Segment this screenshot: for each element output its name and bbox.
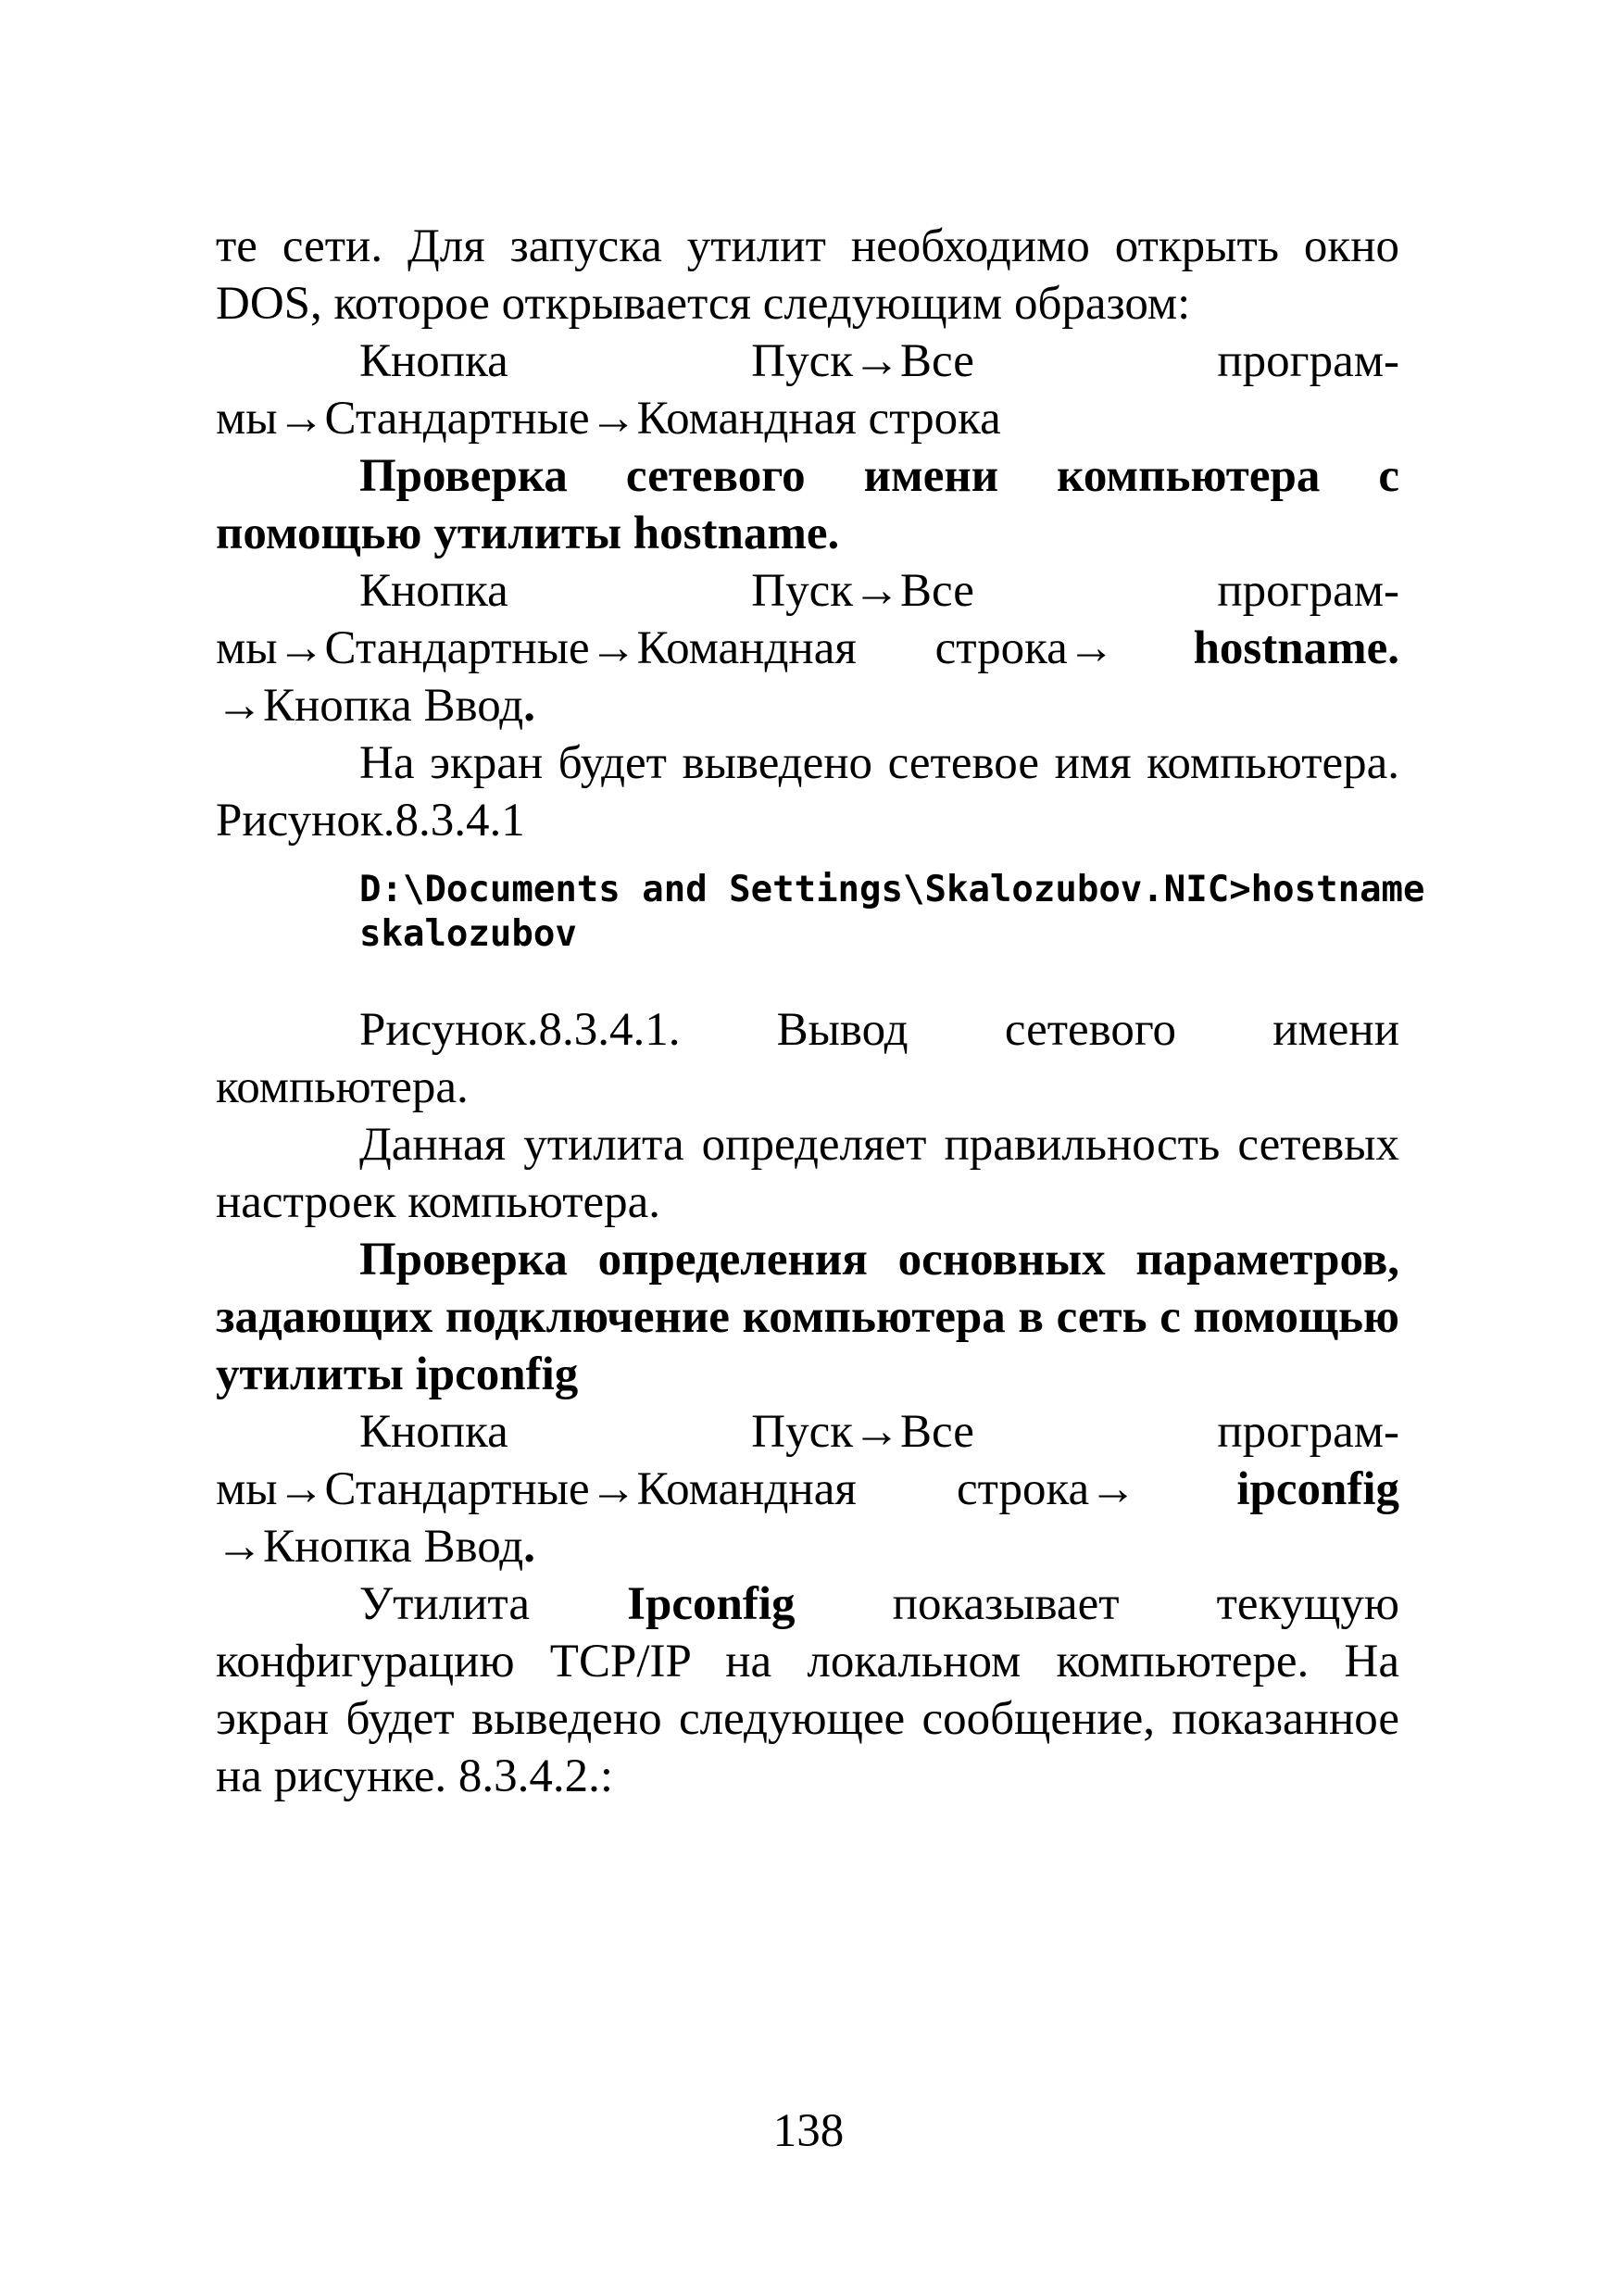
menu-path-text: мы→Стандартные→Командная строка→ xyxy=(216,1463,1237,1515)
menu-path-period: . xyxy=(523,1521,535,1573)
paragraph-text: Утилита xyxy=(359,1578,628,1630)
menu-path-line: Кнопка Пуск→Все програм- xyxy=(359,335,1399,387)
menu-path-line: Кнопка Пуск→Все програм- xyxy=(359,1406,1399,1458)
command-name: ipconfig xyxy=(1236,1463,1399,1515)
paragraph-intro: те сети. Для запуска утилит необходимо открыть окно DOS, которое открывается следующим образом: xyxy=(216,220,1399,330)
menu-path-line: Кнопка Пуск→Все програм- xyxy=(359,565,1399,617)
menu-path-line xyxy=(216,677,1399,734)
menu-path-text: →Кнопка Ввод xyxy=(216,680,524,732)
page-body xyxy=(216,218,1425,1805)
figure-caption: Рисунок.8.3.4.1. Вывод сетевого имени компьютера. xyxy=(216,1004,1399,1113)
section-heading-ipconfig: Проверка определения основных параметров, задающих подключение компьютера в сеть с помощью утилиты ipconfig xyxy=(216,1234,1399,1400)
menu-path-line xyxy=(216,1518,1399,1575)
paragraph-hostname-output: На экран будет выведено сетевое имя компьютера. Рисунок.8.3.4.1 xyxy=(216,737,1399,847)
menu-path-period: . xyxy=(523,680,535,732)
page-number: 138 xyxy=(772,2105,845,2157)
menu-path-line xyxy=(216,620,1399,677)
console-line: D:\Documents and Settings\Skalozubov.NIC>hostname xyxy=(359,869,1425,910)
menu-path-line xyxy=(216,1461,1399,1518)
command-name: hostname. xyxy=(1193,622,1399,674)
menu-path-text: →Кнопка Ввод xyxy=(216,1521,524,1573)
paragraph-text: показывает текущую конфигурацию TCP/IP на локальном компьютере. На экран будет выведено следующее сообщение, показанное на рисунке. 8.3.4.2.: xyxy=(216,1578,1399,1802)
menu-path-text: мы→Стандартные→Командная строка→ xyxy=(216,622,1194,674)
menu-path-line: мы→Стандартные→Командная строка xyxy=(216,393,1001,445)
console-output xyxy=(359,868,1425,957)
paragraph-ipconfig-description xyxy=(216,1575,1399,1805)
section-heading-hostname: Проверка сетевого имени компьютера с помощью утилиты hostname. xyxy=(216,450,1399,559)
paragraph-utility-purpose: Данная утилита определяет правильность сетевых настроек компьютера. xyxy=(216,1119,1399,1228)
console-line: skalozubov xyxy=(359,913,577,955)
command-name: Ipconfig xyxy=(627,1578,796,1630)
